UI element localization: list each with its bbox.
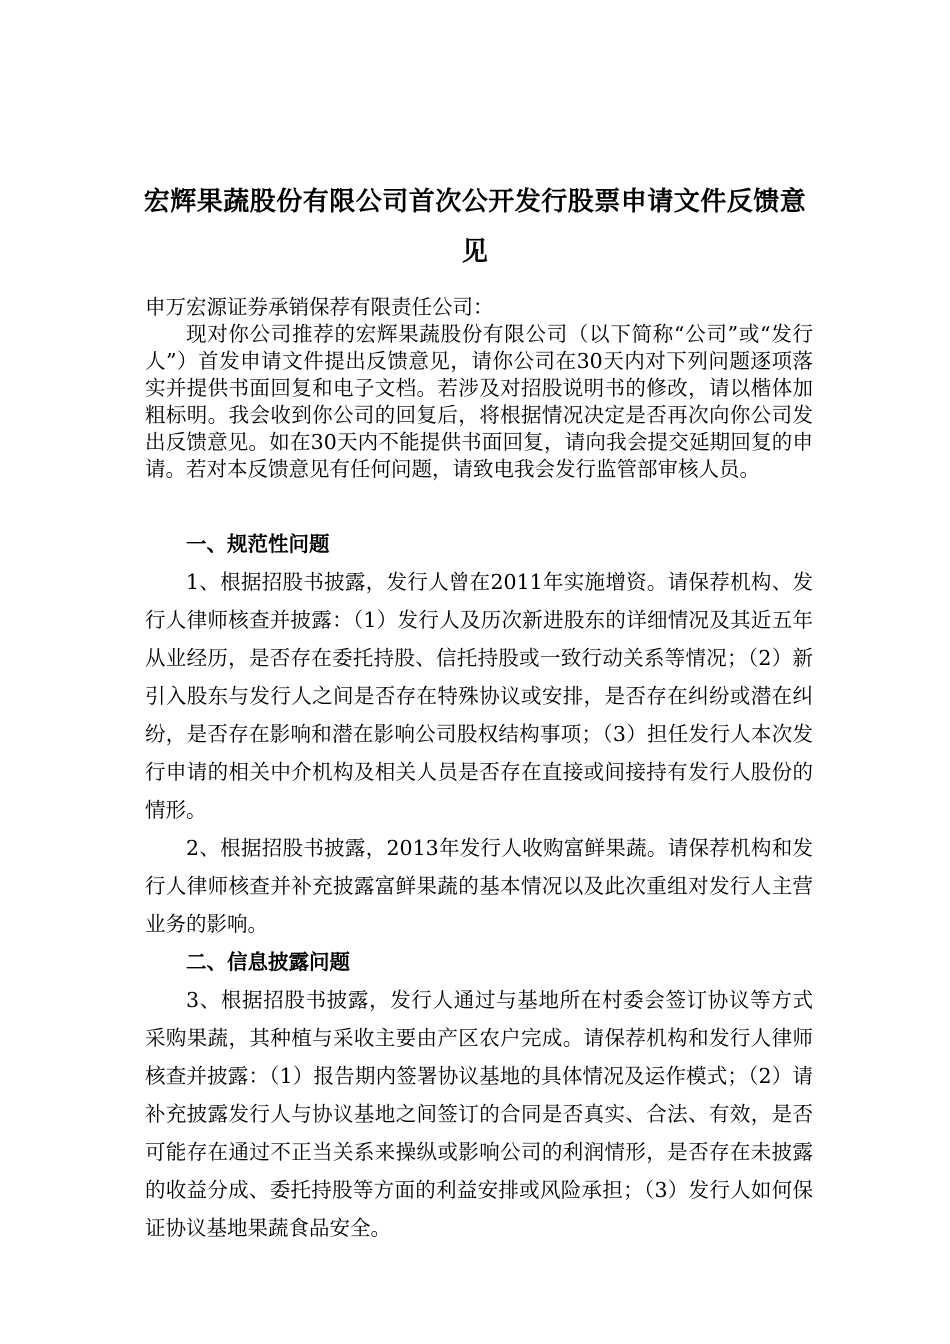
main-content (145, 525, 813, 1247)
intro-block (145, 294, 813, 483)
addressee: 申万宏源证券承销保荐有限责任公司： (145, 295, 494, 319)
section-heading: 一、规范性问题 (186, 532, 330, 556)
document-title-line-2: 见 (461, 237, 489, 267)
question-paragraph: 2、根据招股书披露，2013年发行人收购富鲜果蔬。请保荐机构和发行人律师核查并补充披露富鲜果蔬的基本情况以及此次重组对发行人主营业务的影响。 (145, 836, 813, 936)
question-paragraph: 3、根据招股书披露，发行人通过与基地所在村委会签订协议等方式采购果蔬，其种植与采收主要由产区农户完成。请保荐机构和发行人律师核查并披露：（1）报告期内签署协议基地的具体情况及运作模式；（2）请补充披露发行人与协议基地之间签订的合同是否真实、合法、有效，是否可能存在通过不正当关系来操纵或影响公司的利润情形，是否存在未披露的收益分成、委托持股等方面的利益安排或风险承担；（3）发行人如何保证协议基地果蔬食品安全。 (145, 988, 813, 1240)
intro-paragraph: 现对你公司推荐的宏辉果蔬股份有限公司（以下简称“公司”或“发行人”）首发申请文件提出反馈意见，请你公司在30天内对下列问题逐项落实并提供书面回复和电子文档。若涉及对招股说明书的修改，请以楷体加粗标明。我会收到你公司的回复后，将根据情况决定是否再次向你公司发出反馈意见。如在30天内不能提供书面回复，请向我会提交延期回复的申请。若对本反馈意见有任何问题，请致电我会发行监管部审核人员。 (145, 322, 813, 481)
document-title-line-1: 宏辉果蔬股份有限公司首次公开发行股票申请文件反馈意 (143, 187, 807, 217)
section-heading: 二、信息披露问题 (186, 950, 350, 974)
question-paragraph: 1、根据招股书披露，发行人曾在2011年实施增资。请保荐机构、发行人律师核查并披露：（1）发行人及历次新进股东的详细情况及其近五年从业经历，是否存在委托持股、信托持股或一致行动关系等情况；（2）新引入股东与发行人之间是否存在特殊协议或安排，是否存在纠纷或潜在纠纷，是否存在影响和潜在影响公司股权结构事项；（3）担任发行人本次发行申请的相关中介机构及相关人员是否存在直接或间接持有发行人股份的情形。 (145, 570, 813, 822)
